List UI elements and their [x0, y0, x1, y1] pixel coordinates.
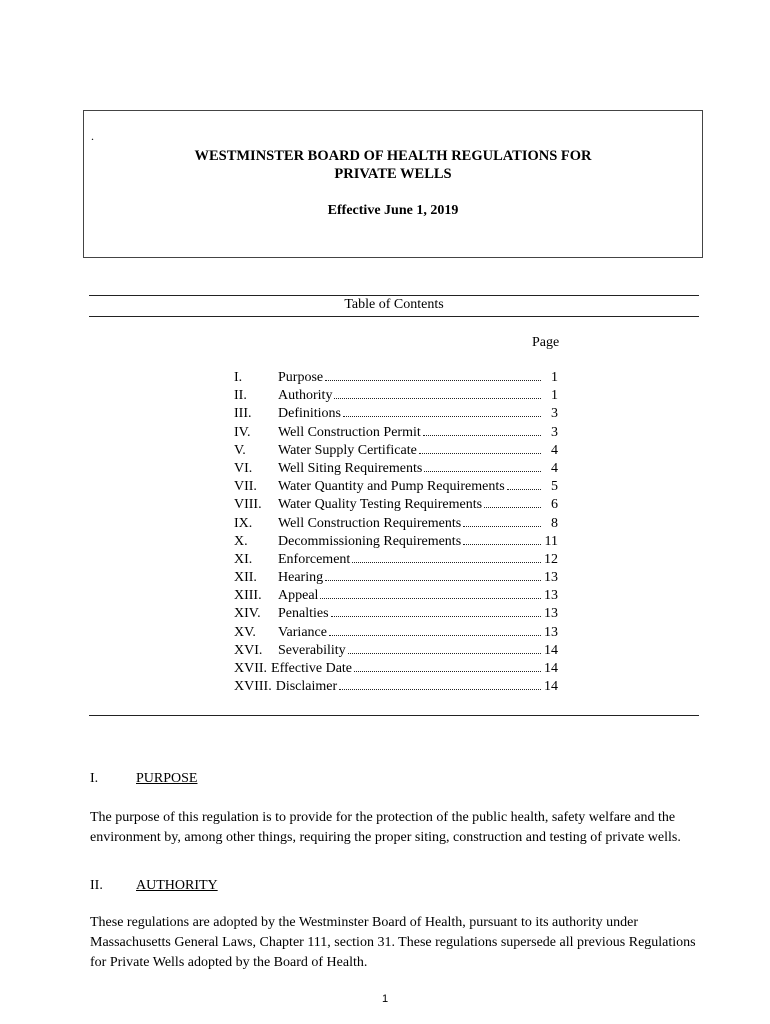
section-label: AUTHORITY: [136, 878, 218, 893]
toc-item-title: Variance: [278, 624, 327, 640]
toc-item-page: 13: [544, 606, 558, 622]
toc-item-title: Water Quality Testing Requirements: [278, 497, 483, 513]
toc-heading: Table of Contents: [344, 297, 444, 312]
toc-item[interactable]: [234, 643, 558, 661]
section-number: I.: [90, 771, 99, 786]
section-heading-purpose: [90, 771, 197, 787]
toc-item-page: 14: [544, 642, 558, 658]
toc-item-title: Appeal: [278, 588, 319, 604]
toc-dot-leader: [352, 562, 541, 563]
toc-dot-leader: [334, 398, 541, 399]
toc-item-page: 11: [544, 533, 558, 549]
toc-item[interactable]: [234, 388, 558, 406]
toc-item-title: Well Construction Requirements: [278, 515, 462, 531]
toc-bottom-rule: [89, 715, 699, 716]
toc-item-number: VII.: [234, 479, 257, 495]
document-title-line2: PRIVATE WELLS: [334, 166, 452, 182]
toc-item-title: Hearing: [278, 570, 324, 586]
toc-item-title: Well Siting Requirements: [278, 460, 423, 476]
toc-item[interactable]: [234, 461, 558, 479]
purpose-paragraph: The purpose of this regulation is to provide for the protection of the public health, safety welfare and the environment by, among other things, requiring the proper siting, construction and testing of private wells.: [90, 810, 681, 845]
toc-item-title: Effective Date: [271, 661, 353, 676]
toc-item-title: Definitions: [278, 406, 341, 422]
toc-item-number: V.: [234, 442, 246, 458]
toc-item-page: 8: [551, 515, 558, 531]
title-box: [83, 110, 703, 258]
toc-item[interactable]: [234, 661, 558, 679]
toc-item[interactable]: [234, 406, 558, 424]
toc-item[interactable]: [234, 606, 558, 624]
toc-item-number: XVI.: [234, 642, 263, 658]
toc-item[interactable]: [234, 570, 558, 588]
title-dot: .: [91, 129, 94, 143]
toc-item[interactable]: [234, 679, 558, 697]
toc-item-number: VI.: [234, 460, 253, 476]
toc-item[interactable]: [234, 370, 558, 388]
toc-item-page: 1: [551, 370, 558, 385]
toc-item-page: 5: [551, 479, 558, 495]
toc-item[interactable]: [234, 516, 558, 534]
toc-item-number: I.: [234, 370, 243, 385]
page-number: 1: [381, 993, 389, 1005]
toc-item-title: Severability: [278, 642, 346, 658]
toc-dot-leader: [507, 489, 541, 490]
toc-dot-leader: [325, 380, 541, 381]
toc-item[interactable]: [234, 425, 558, 443]
toc-dot-leader: [424, 471, 541, 472]
toc-dot-leader: [343, 416, 541, 417]
toc-heading-rule: [89, 316, 699, 317]
toc-dot-leader: [419, 453, 541, 454]
toc-item-number: II.: [234, 388, 247, 404]
toc-item-page: 6: [551, 497, 558, 513]
toc-item-number: XII.: [234, 570, 257, 586]
toc-item-title: Authority: [278, 388, 333, 404]
toc-dot-leader: [331, 616, 541, 617]
toc-dot-leader: [348, 653, 541, 654]
toc-item-number: XVIII.: [234, 679, 272, 695]
toc-dot-leader: [423, 435, 541, 436]
toc-dot-leader: [325, 580, 541, 581]
toc-dot-leader: [339, 689, 541, 690]
section-number: II.: [90, 878, 103, 893]
authority-paragraph: These regulations are adopted by the Westminster Board of Health, pursuant to its authority under Massachusetts General Laws, Chapter 111, section 31. These regulations supersede all previous Regulations for Private Wells adopted by the Board of Health.: [90, 915, 696, 970]
toc-item[interactable]: [234, 443, 558, 461]
toc-item-number: XIII.: [234, 588, 262, 604]
toc-item-number: IX.: [234, 515, 253, 531]
toc-dot-leader: [354, 671, 541, 672]
toc-dot-leader: [463, 526, 541, 527]
toc-item-page: 4: [551, 460, 558, 476]
document-title-line1: WESTMINSTER BOARD OF HEALTH REGULATIONS FOR: [194, 148, 592, 164]
toc-item-page: 14: [544, 679, 558, 695]
toc-item[interactable]: [234, 479, 558, 497]
toc-item-title: Well Construction Permit: [278, 424, 421, 440]
toc-item-title: Water Quantity and Pump Requirements: [278, 479, 505, 495]
toc-item-page: 4: [551, 442, 558, 458]
toc-item-page: 12: [544, 551, 558, 567]
toc-item-title: Penalties: [278, 606, 329, 622]
section-heading-authority: [90, 878, 218, 894]
toc-item-page: 3: [551, 424, 558, 440]
toc-item[interactable]: [234, 552, 558, 570]
toc-dot-leader: [463, 544, 541, 545]
toc-top-rule: [89, 295, 699, 296]
toc-item-page: 14: [544, 661, 558, 676]
toc-item[interactable]: [234, 588, 558, 606]
section-label: PURPOSE: [136, 771, 198, 786]
toc-item-number: XIV.: [234, 606, 261, 622]
toc-item-page: 13: [544, 588, 558, 604]
table-of-contents: [234, 370, 558, 697]
toc-item[interactable]: [234, 625, 558, 643]
toc-item-title: Purpose: [278, 370, 324, 385]
toc-item-number: X.: [234, 533, 248, 549]
toc-item-page: 13: [544, 624, 558, 640]
toc-item-number: XVII.: [234, 661, 268, 676]
toc-item-number: III.: [234, 406, 252, 422]
toc-item[interactable]: [234, 534, 558, 552]
toc-item-page: 3: [551, 406, 558, 422]
toc-item-title: Disclaimer: [275, 679, 338, 695]
toc-dot-leader: [484, 507, 541, 508]
toc-item-number: XV.: [234, 624, 256, 640]
toc-item-title: Decommissioning Requirements: [278, 533, 462, 549]
toc-page-label: Page: [532, 335, 560, 350]
toc-item-title: Water Supply Certificate: [278, 442, 417, 458]
toc-dot-leader: [320, 598, 541, 599]
toc-item[interactable]: [234, 497, 558, 515]
toc-item-title: Enforcement: [278, 551, 351, 567]
toc-item-number: IV.: [234, 424, 251, 440]
toc-item-number: VIII.: [234, 497, 262, 513]
toc-item-number: XI.: [234, 551, 253, 567]
effective-date: Effective June 1, 2019: [327, 203, 459, 218]
toc-item-page: 1: [551, 388, 558, 404]
toc-dot-leader: [329, 635, 541, 636]
toc-item-page: 13: [544, 570, 558, 586]
